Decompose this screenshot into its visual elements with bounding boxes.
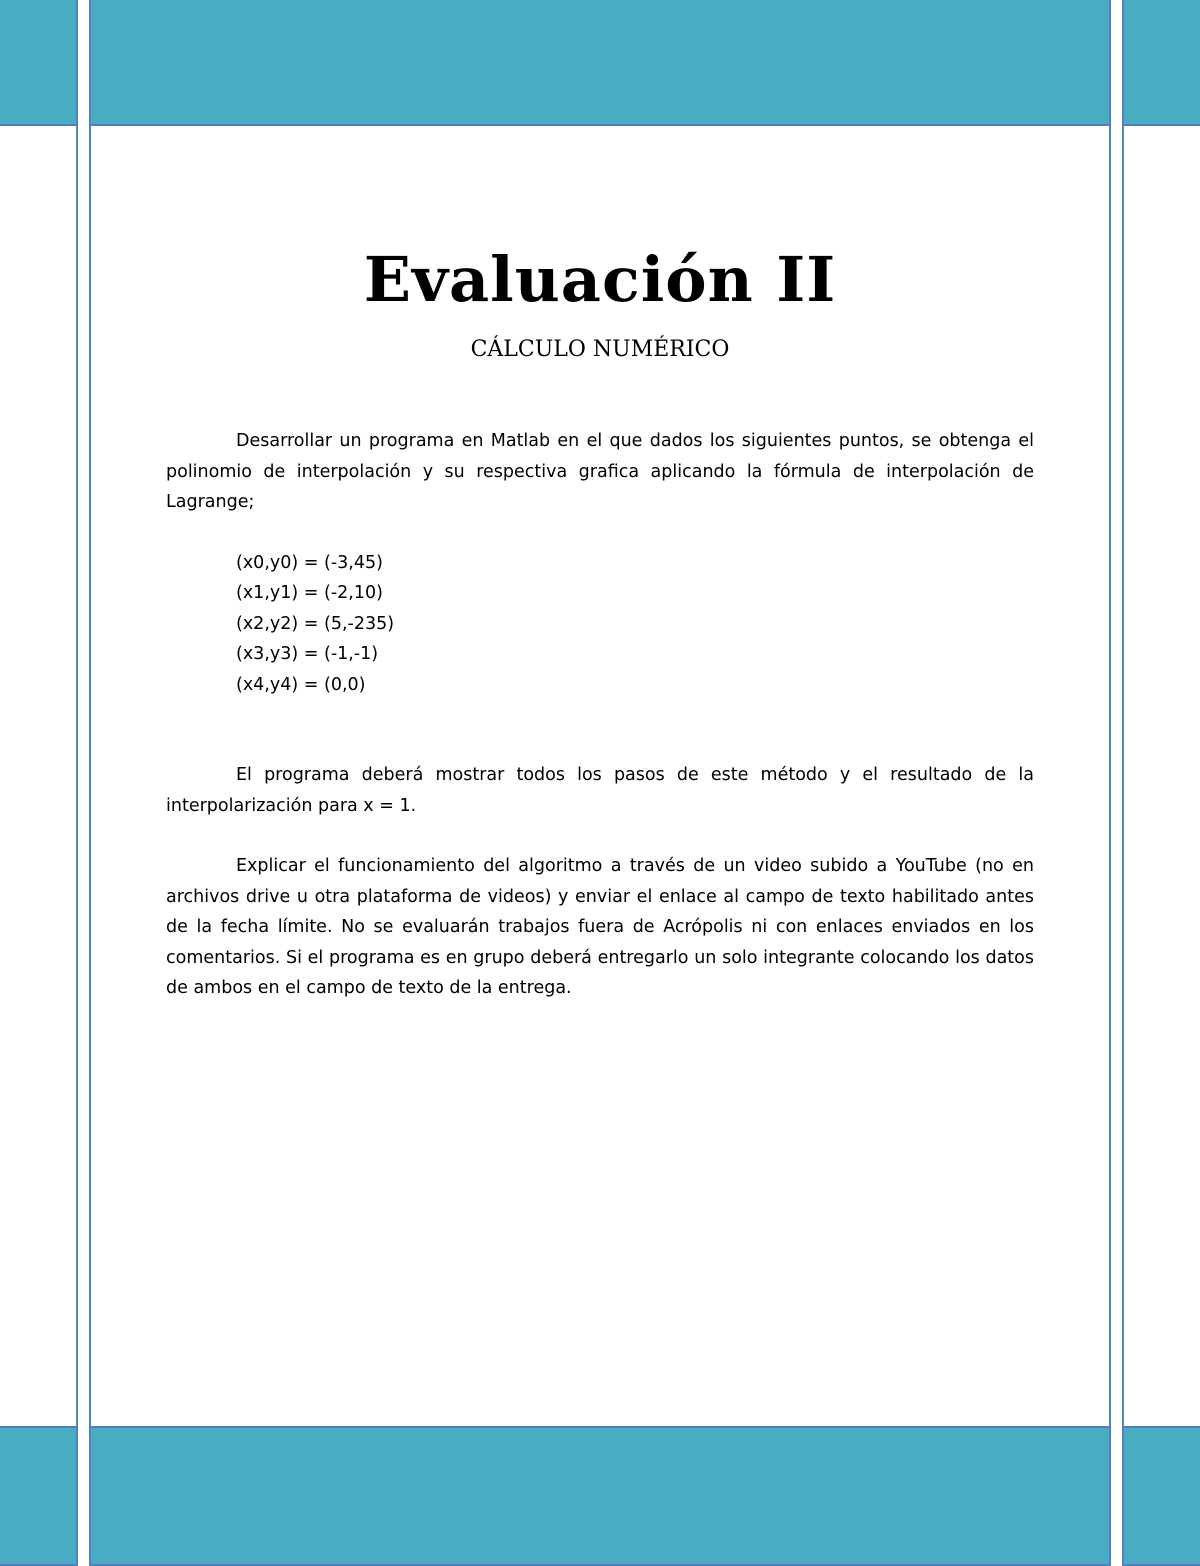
left-top-band: [0, 0, 78, 126]
program-requirement-paragraph: El programa deberá mostrar todos los pasos de este método y el resultado de la interpolarización para x = 1.: [166, 765, 1034, 816]
point-item: (x0,y0) = (-3,45): [236, 552, 383, 573]
footer-band: [89, 1426, 1111, 1566]
document-body: [166, 240, 1034, 1004]
point-item: (x2,y2) = (5,-235): [236, 613, 395, 634]
right-page-strip: [1122, 0, 1200, 1565]
left-bottom-band: [0, 1426, 78, 1566]
left-page-strip: [0, 0, 78, 1565]
points-list: [236, 548, 1034, 701]
point-item: (x1,y1) = (-2,10): [236, 583, 383, 603]
point-item: (x4,y4) = (0,0): [236, 674, 366, 695]
intro-paragraph: Desarrollar un programa en Matlab en el que dados los siguientes puntos, se obtenga el polinomio de interpolación y su respectiva grafica aplicando la fórmula de interpolación de Lagrange;: [166, 431, 1034, 512]
right-bottom-band: [1122, 1426, 1200, 1566]
header-band: [89, 0, 1111, 126]
right-top-band: [1122, 0, 1200, 126]
submission-instructions-paragraph: Explicar el funcionamiento del algoritmo a través de un video subido a YouTube (no en archivos drive u otra plataforma de videos) y enviar el enlace al campo de texto habilitado antes de la fecha límite. No se evaluarán trabajos fuera de Acrópolis ni con enlaces enviados en los comentarios. Si el programa es en grupo deberá entregarlo un solo integrante colocando los datos de ambos en el campo de texto de la entrega.: [166, 856, 1034, 998]
page-subtitle: CÁLCULO NUMÉRICO: [470, 337, 730, 362]
page-title: Evaluación II: [363, 243, 837, 316]
point-item: (x3,y3) = (-1,-1): [236, 644, 379, 664]
